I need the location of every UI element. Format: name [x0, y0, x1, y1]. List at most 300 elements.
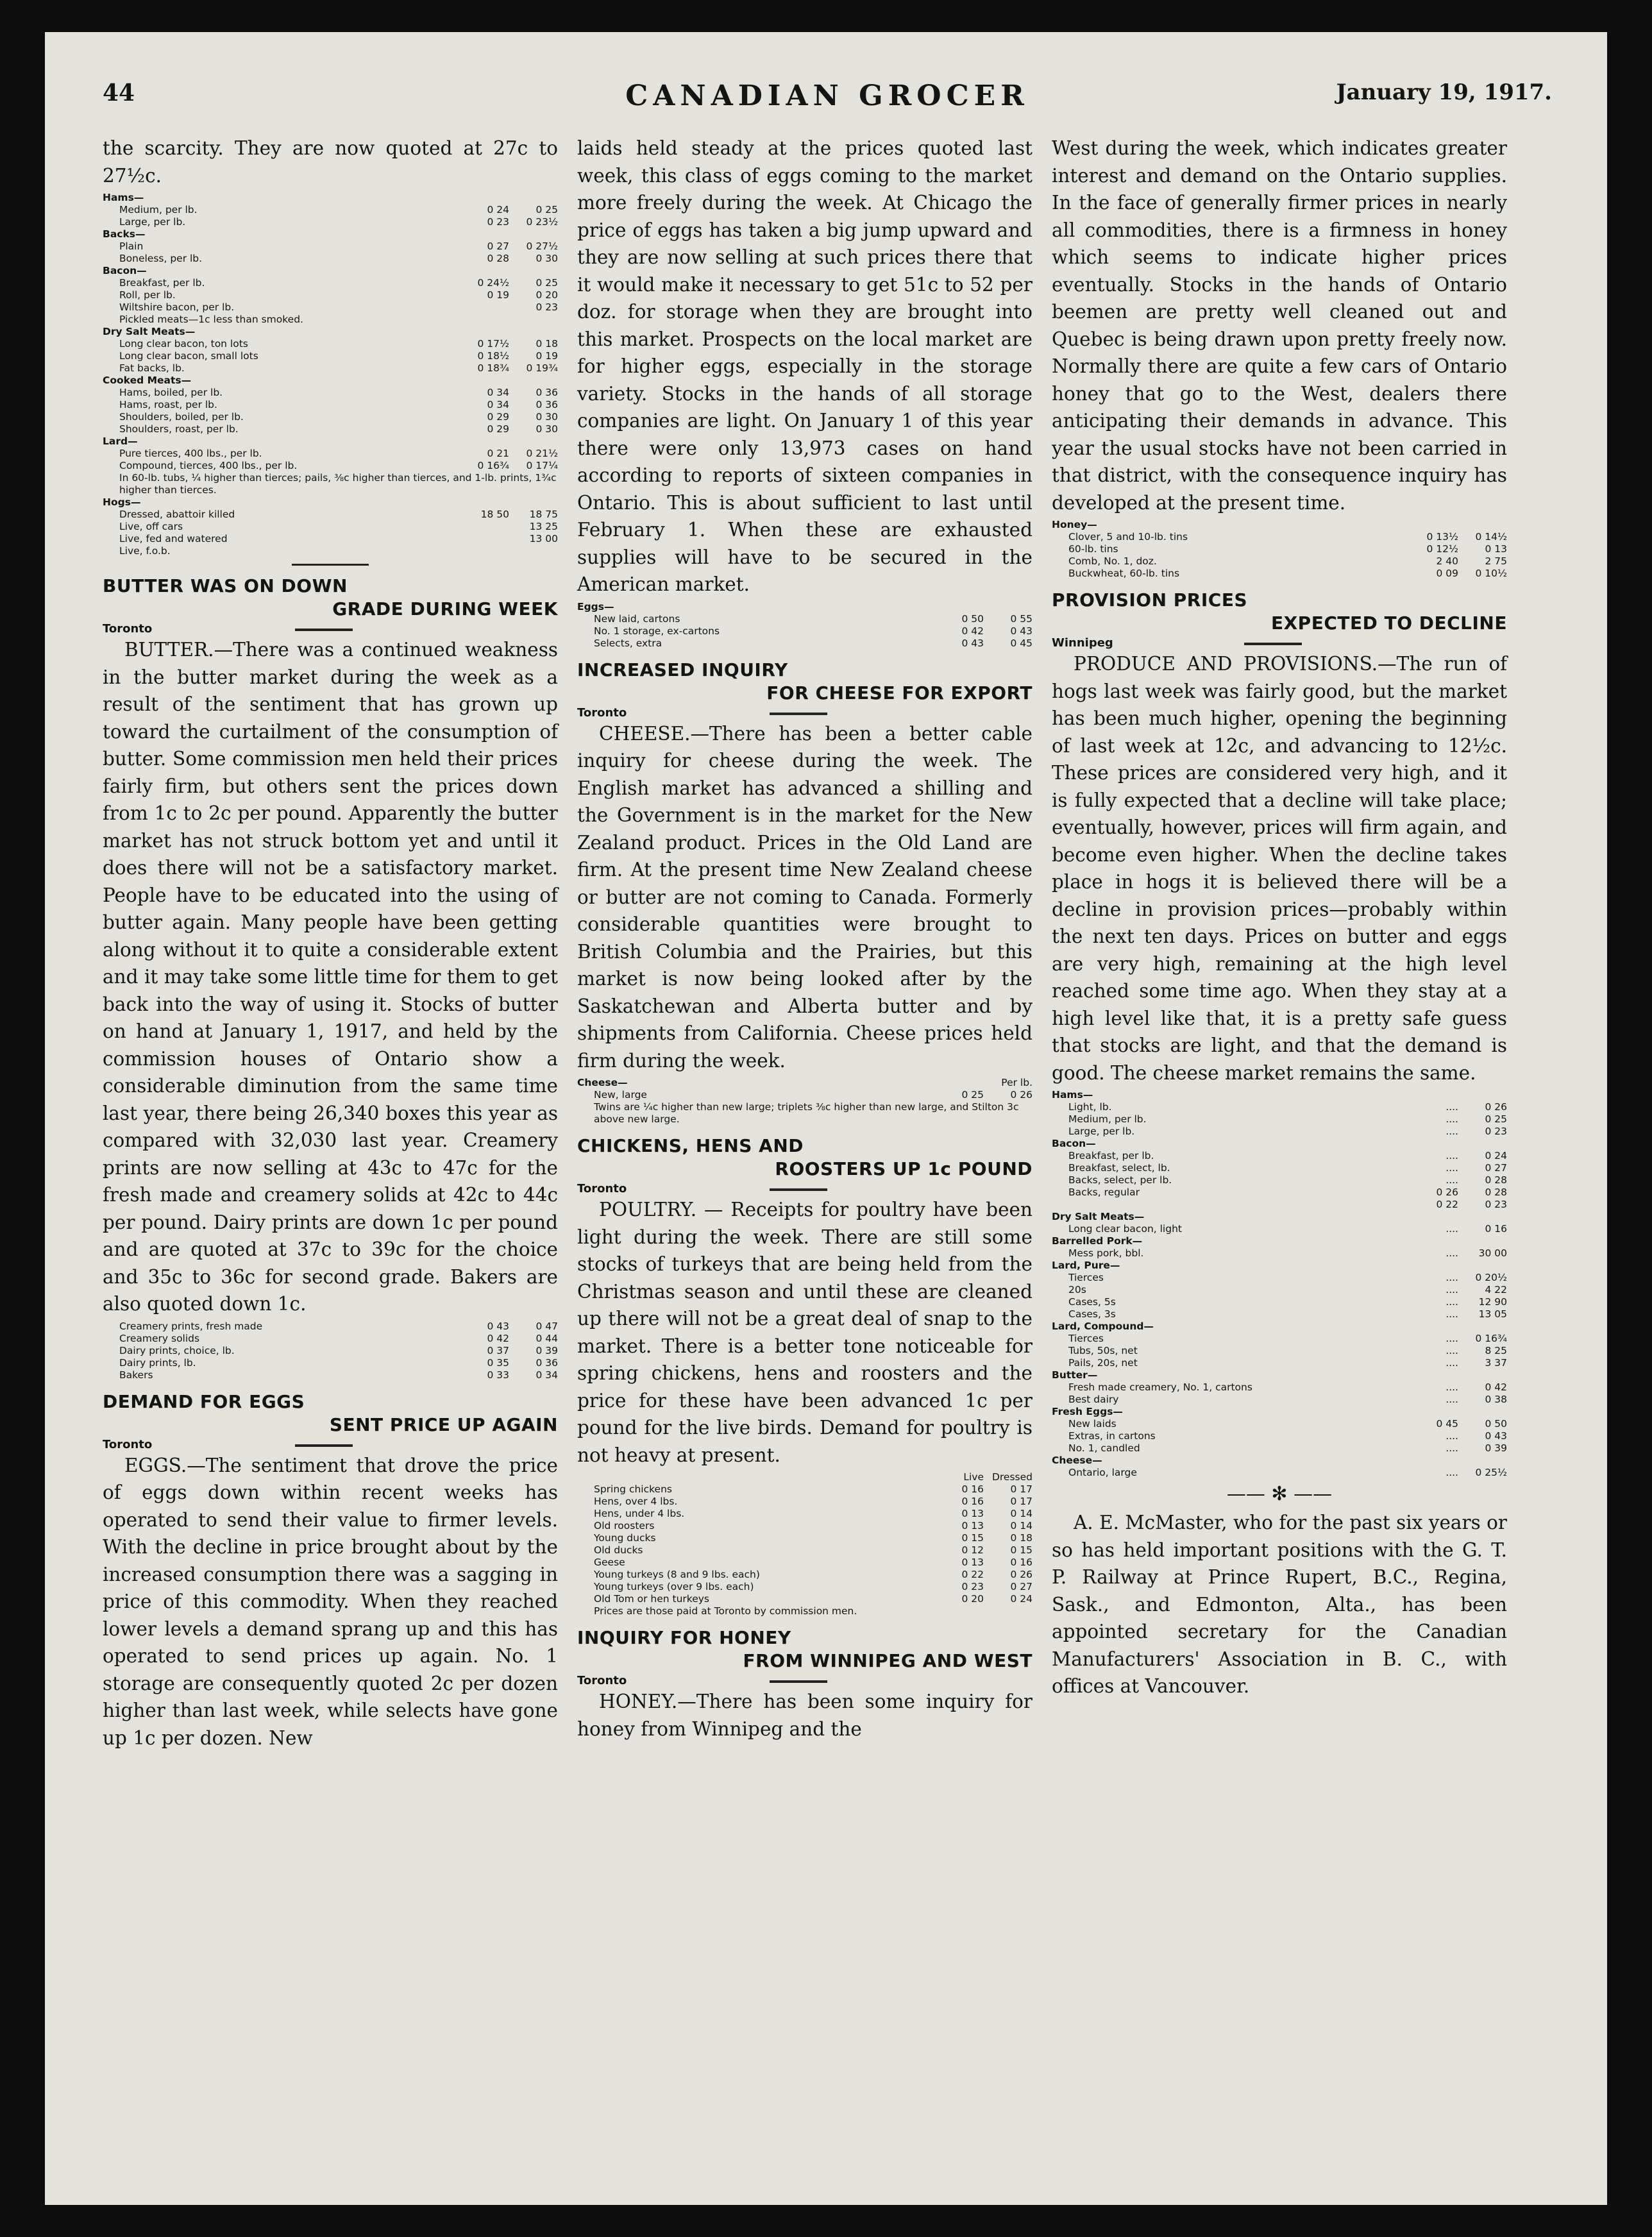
price-low: [464, 192, 509, 204]
price-row: [1052, 1101, 1507, 1113]
price-item-label: Young turkeys (8 and 9 lbs. each): [594, 1569, 760, 1580]
price-item-label: Best dairy: [1068, 1394, 1119, 1405]
price-item-label: Live, off cars: [119, 521, 183, 532]
price-item-label: Prices are those paid at Toronto by commission men.: [594, 1605, 857, 1617]
price-high: 0 39: [1485, 1442, 1507, 1454]
price-row: [577, 613, 1032, 625]
price-low: 0 12½: [1426, 543, 1458, 555]
price-row: [103, 326, 558, 338]
price-row: [577, 601, 1032, 613]
price-item-label: Old Tom or hen turkeys: [594, 1593, 709, 1605]
provision-headline: PROVISION PRICES EXPECTED TO DECLINE: [1052, 589, 1507, 634]
price-low: 0 18¾: [477, 362, 509, 374]
price-low: 0 23: [487, 216, 509, 228]
dateline-winnipeg: Winnipeg: [1052, 636, 1507, 650]
price-row: [577, 1569, 1032, 1581]
price-row: [577, 1101, 1032, 1126]
price-item-label: No. 1, candled: [1068, 1442, 1140, 1454]
price-item-label: Young ducks: [594, 1532, 656, 1544]
price-high: [1458, 519, 1507, 531]
price-row: [1052, 1089, 1507, 1101]
price-high: 0 55: [1010, 612, 1032, 625]
section-divider: [292, 564, 369, 566]
price-row: [103, 301, 558, 314]
price-high: 0 30: [535, 423, 558, 435]
price-high: 0 27: [1010, 1581, 1032, 1592]
eggs-article: EGGS.—The sentiment that drove the price of eggs down within recent weeks has operated to send their value to firmer levels. With the decline in price brought about by the increased consumption there was a sagging in price of this commodity. When they reached lower levels a demand sprang up and this has operated to send prices up again. No. 1 storage are consequently quoted 2c per dozen higher than last week, while selects have gone up 1c per dozen. New: [103, 1454, 558, 1749]
price-row: [103, 216, 558, 228]
price-low: [464, 228, 509, 241]
price-high: 30 00: [1478, 1247, 1507, 1259]
price-low: 0 43: [487, 1320, 509, 1332]
price-item-label: [1052, 1199, 1413, 1211]
price-item-label: Bacon—: [103, 265, 147, 276]
price-low: 0 26: [1436, 1186, 1458, 1198]
price-row: [1052, 531, 1507, 543]
price-item-label: Pails, 20s, net: [1068, 1357, 1138, 1369]
price-item-label: Pickled meats—1c less than smoked.: [119, 314, 303, 325]
price-row: [1052, 1369, 1507, 1381]
price-low: 0 22: [1436, 1199, 1458, 1210]
price-row: [577, 637, 1032, 650]
price-row: [103, 375, 558, 387]
price-high: 0 27: [1485, 1162, 1507, 1174]
cheese-price-table: [577, 1077, 1032, 1126]
price-item-label: Barrelled Pork—: [1052, 1235, 1143, 1247]
price-low: 0 21: [487, 448, 509, 459]
price-low: ....: [1446, 1308, 1458, 1320]
price-row: [103, 509, 558, 521]
price-high: 0 23½: [526, 216, 558, 228]
price-row: [1052, 1162, 1507, 1174]
price-high: 0 13: [1485, 543, 1507, 555]
price-item-label: Backs—: [103, 228, 146, 240]
price-row: [577, 1581, 1032, 1593]
price-high: [1458, 1235, 1507, 1247]
price-item-label: Dairy prints, choice, lb.: [119, 1344, 235, 1356]
dateline-toronto: Toronto: [577, 1674, 1032, 1688]
dateline-toronto: Toronto: [103, 1438, 558, 1452]
price-row: [1052, 1150, 1507, 1162]
price-high: 0 16¾: [1475, 1333, 1507, 1344]
price-item-label: Backs, regular: [1068, 1186, 1140, 1198]
price-high: [509, 496, 558, 509]
price-high: 0 20: [535, 289, 558, 301]
price-high: [1458, 1260, 1507, 1272]
price-high: 0 25: [1485, 1113, 1507, 1125]
price-row: [103, 1333, 558, 1345]
price-row: [1052, 1455, 1507, 1467]
eggs-headline: DEMAND FOR EGGS SENT PRICE UP AGAIN: [103, 1390, 558, 1435]
price-low: 0 28: [487, 253, 509, 264]
price-item-label: New, large: [594, 1089, 647, 1101]
price-high: 13 05: [1478, 1308, 1507, 1320]
price-row: [1052, 1357, 1507, 1369]
price-row: [1052, 519, 1507, 531]
price-low: 0 33: [487, 1369, 509, 1381]
price-low: 0 42: [961, 625, 984, 637]
price-low: 0 25: [961, 1089, 984, 1101]
price-high: 0 47: [535, 1320, 558, 1332]
price-item-label: Eggs—: [577, 600, 614, 612]
price-low: 0 16: [961, 1496, 984, 1507]
price-row: [103, 533, 558, 545]
price-low: 0 50: [961, 612, 984, 625]
price-row: [577, 1483, 1032, 1496]
price-low: 0 16: [961, 1483, 984, 1495]
price-high: 0 18: [535, 338, 558, 350]
price-item-label: Large, per lb.: [1068, 1126, 1135, 1137]
newspaper-page: [45, 32, 1607, 2205]
dateline-toronto: Toronto: [103, 622, 558, 636]
price-item-label: Breakfast, select, lb.: [1068, 1162, 1170, 1174]
price-high: 12 90: [1478, 1296, 1507, 1308]
price-high: 0 19¾: [526, 362, 558, 374]
price-high: 0 43: [1010, 625, 1032, 637]
price-high: 0 19: [535, 350, 558, 362]
price-item-label: Dry Salt Meats—: [103, 326, 196, 337]
poultry-article: POULTRY. — Receipts for poultry have been light during the week. There are still some stocks of turkeys that are being held from the Christmas season and until these are cleaned up there will not be a great deal of snap to the market. There is a better tone noticeable for spring chickens, hens and roosters and the price for these have been advanced 1c per pound for the live birds. Demand for poultry is not heavy at present.: [577, 1199, 1032, 1466]
price-item-label: Compound, tierces, 400 lbs., per lb.: [119, 460, 298, 471]
price-row: [103, 253, 558, 265]
price-low: 0 18½: [477, 350, 509, 362]
price-row: [103, 399, 558, 411]
price-item-label: Hams, roast, per lb.: [119, 399, 217, 410]
price-high: [1458, 1406, 1507, 1418]
price-row: [103, 1345, 558, 1357]
price-low: [939, 601, 984, 613]
price-high: 0 21½: [526, 448, 558, 459]
price-row: [1052, 1211, 1507, 1223]
price-high: [1458, 1321, 1507, 1333]
price-item-label: Live, fed and watered: [119, 533, 228, 544]
price-low: 0 34: [487, 387, 509, 398]
price-low: [464, 326, 509, 338]
price-high: 2 75: [1485, 555, 1507, 567]
price-item-label: Medium, per lb.: [119, 204, 198, 215]
price-item-label: Tubs, 50s, net: [1068, 1345, 1138, 1356]
price-high: [1458, 1089, 1507, 1101]
price-row: [1052, 1186, 1507, 1199]
price-item-label: Long clear bacon, ton lots: [119, 338, 248, 350]
price-high: [509, 435, 558, 448]
price-high: 0 36: [535, 1356, 558, 1369]
price-row: [577, 1557, 1032, 1569]
price-high: [509, 545, 558, 557]
price-low: 0 09: [1436, 568, 1458, 579]
price-high: 0 20½: [1475, 1272, 1507, 1283]
price-row: [1052, 1138, 1507, 1150]
price-item-label: Dressed, abattoir killed: [119, 509, 235, 520]
price-row: [1052, 1467, 1507, 1479]
price-low: 0 16¾: [477, 460, 509, 471]
price-low: Live: [963, 1471, 984, 1483]
price-row: [1052, 1381, 1507, 1394]
price-low: ....: [1446, 1162, 1458, 1174]
price-high: 0 14½: [1475, 531, 1507, 543]
price-item-label: Dry Salt Meats—: [1052, 1211, 1145, 1222]
price-row: [103, 448, 558, 460]
price-item-label: Long clear bacon, light: [1068, 1223, 1182, 1235]
intro-paragraph: the scarcity. They are now quoted at 27c to 27½c.: [103, 137, 558, 187]
price-item-label: Breakfast, per lb.: [119, 277, 205, 289]
price-row: [1052, 1333, 1507, 1345]
price-row: [103, 314, 558, 326]
price-item-label: 60-lb. tins: [1068, 543, 1118, 555]
price-low: 0 17½: [477, 338, 509, 350]
price-low: ....: [1446, 1101, 1458, 1113]
price-high: 0 26: [1485, 1101, 1507, 1113]
price-high: 0 36: [535, 399, 558, 410]
price-high: 0 27½: [526, 241, 558, 252]
price-item-label: Ontario, large: [1068, 1467, 1137, 1478]
price-high: 0 38: [1485, 1394, 1507, 1405]
price-high: 0 30: [535, 411, 558, 423]
price-row: [1052, 1394, 1507, 1406]
price-item-label: Selects, extra: [594, 637, 662, 649]
price-low: 0 12: [961, 1544, 984, 1556]
price-item-label: Young turkeys (over 9 lbs. each): [594, 1581, 754, 1592]
price-item-label: Roll, per lb.: [119, 289, 176, 301]
price-item-label: Twins are ¼c higher than new large; triplets ⅜c higher than new large, and Stilton 3c above new large.: [594, 1101, 1019, 1125]
price-row: [103, 472, 558, 496]
price-high: [509, 326, 558, 338]
price-item-label: Cheese—: [577, 1077, 628, 1088]
price-item-label: Butter—: [1052, 1369, 1098, 1381]
price-item-label: In 60-lb. tubs, ¼ higher than tierces; pails, ⅜c higher than tierces, and 1-lb. prints, 1¾c higher than tierces.: [119, 472, 557, 496]
price-low: 0 24: [487, 204, 509, 215]
butter-article: BUTTER.—There was a continued weakness in the butter market during the week as a result of the sentiment that has grown up toward the curtailment of the consumption of butter. Some commission men held their prices fairly firm, but others sent the prices down from 1c to 2c per pound. Apparently the butter market has not struck bottom yet and until it does there will not be a satisfactory market. People have to be educated into the using of butter again. Many people have been getting along without it to quite a considerable extent and it may take some little time for them to get back into the way of using it. Stocks of butter on hand at January 1, 1917, and held by the commission houses of Ontario show a considerable diminution from the same time last year, there being 26,340 boxes this year as compared with 32,030 last year. Creamery prints are now selling at 43c to 47c for the fresh made and creamery solids at 42c to 44c per pound. Dairy prints are down 1c per pound and are quoted at 37c to 39c for the choice and 35c to 36c for second grade. Bakers are also quoted down 1c.: [103, 639, 558, 1315]
price-item-label: Pure tierces, 400 lbs., per lb.: [119, 448, 262, 459]
price-high: 0 17¼: [526, 460, 558, 471]
issue-date: January 19, 1917.: [1336, 80, 1552, 105]
provisions-price-table: [103, 192, 558, 557]
price-row: [1052, 1321, 1507, 1333]
price-row: [103, 521, 558, 533]
price-row: [577, 1089, 1032, 1101]
price-row: [1052, 1284, 1507, 1296]
price-row: [1052, 1345, 1507, 1357]
price-row: [103, 435, 558, 448]
price-low: [464, 301, 509, 314]
price-item-label: [577, 1471, 939, 1483]
price-high: 0 10½: [1475, 568, 1507, 579]
price-item-label: Old ducks: [594, 1544, 643, 1556]
column-2: [577, 135, 1032, 1743]
price-high: 0 36: [535, 387, 558, 398]
price-high: 4 22: [1485, 1284, 1507, 1296]
price-row: [1052, 1199, 1507, 1211]
price-low: [1413, 1138, 1458, 1150]
price-item-label: Mess pork, bbl.: [1068, 1247, 1144, 1259]
price-high: 0 24: [1485, 1150, 1507, 1161]
price-item-label: 20s: [1068, 1284, 1086, 1296]
price-high: 18 75: [529, 509, 558, 520]
price-item-label: Hams—: [1052, 1089, 1093, 1101]
price-high: Per lb.: [1001, 1077, 1032, 1088]
price-high: 0 14: [1010, 1520, 1032, 1532]
price-item-label: Hams—: [103, 192, 144, 203]
price-item-label: Tierces: [1068, 1333, 1104, 1344]
price-low: 0 29: [487, 411, 509, 423]
price-item-label: Bacon—: [1052, 1138, 1096, 1149]
price-row: [103, 277, 558, 289]
price-item-label: Long clear bacon, small lots: [119, 350, 258, 362]
price-low: 0 43: [961, 637, 984, 649]
price-low: [1413, 1211, 1458, 1223]
price-low: 0 24½: [477, 277, 509, 289]
price-high: 0 26: [1010, 1089, 1032, 1101]
price-item-label: Creamery prints, fresh made: [119, 1320, 263, 1332]
price-low: 0 13: [961, 1508, 984, 1519]
price-item-label: Dairy prints, lb.: [119, 1356, 196, 1369]
price-low: ....: [1446, 1284, 1458, 1296]
price-low: ....: [1446, 1381, 1458, 1393]
price-row: [1052, 1174, 1507, 1186]
price-low: [1413, 1406, 1458, 1418]
price-row: [103, 204, 558, 216]
price-low: [1413, 1260, 1458, 1272]
price-row: [577, 1496, 1032, 1508]
price-low: ....: [1446, 1223, 1458, 1235]
price-high: [1458, 1455, 1507, 1467]
price-low: 0 13: [961, 1557, 984, 1568]
price-item-label: Geese: [594, 1557, 625, 1568]
price-item-label: Old roosters: [594, 1520, 655, 1532]
price-low: [464, 435, 509, 448]
price-high: 0 44: [535, 1332, 558, 1344]
price-low: ....: [1446, 1174, 1458, 1186]
price-low: [464, 375, 509, 387]
price-high: 3 37: [1485, 1357, 1507, 1369]
price-high: [1458, 1138, 1507, 1150]
price-high: 13 00: [529, 533, 558, 544]
price-row: [103, 350, 558, 362]
price-low: 0 19: [487, 289, 509, 301]
price-item-label: Shoulders, roast, per lb.: [119, 423, 239, 435]
magazine-title: CANADIAN GROCER: [625, 80, 1029, 112]
price-row: [103, 545, 558, 557]
butter-price-table: [103, 1321, 558, 1381]
price-low: ....: [1446, 1272, 1458, 1283]
price-low: 18 50: [480, 509, 509, 520]
price-item-label: Fat backs, lb.: [119, 362, 185, 374]
price-high: 0 16: [1485, 1223, 1507, 1235]
price-row: [103, 192, 558, 204]
price-row: [1052, 1418, 1507, 1430]
price-high: 0 34: [535, 1369, 558, 1381]
price-item-label: Comb, No. 1, doz.: [1068, 555, 1157, 567]
price-row: [1052, 1430, 1507, 1442]
price-low: ....: [1446, 1333, 1458, 1344]
price-row: [103, 1321, 558, 1333]
price-item-label: Lard—: [103, 435, 138, 447]
price-row: [577, 1520, 1032, 1532]
price-low: [464, 496, 509, 509]
price-high: 0 30: [535, 253, 558, 264]
price-high: [509, 375, 558, 387]
provision-article: PRODUCE AND PROVISIONS.—The run of hogs last week was fairly good, but the market has been much higher, opening the beginning of last week at 12c, and advancing to 12½c. These prices are considered very high, and it is fully expected that a decline will take place; eventually, however, prices will firm again, and become even higher. When the decline takes place in hogs it is believed there will be a decline in provision prices—probably within the next ten days. Prices on butter and eggs are very high, remaining at the high level reached some time ago. When they stay at a high level like that, it is a pretty safe guess that stocks are light, and that the demand is good. The cheese market remains the same.: [1052, 653, 1507, 1084]
price-row: [103, 423, 558, 435]
price-item-label: Buckwheat, 60-lb. tins: [1068, 568, 1180, 579]
price-high: 0 25½: [1475, 1467, 1507, 1478]
price-low: [1413, 519, 1458, 531]
price-low: 0 22: [961, 1569, 984, 1580]
price-row: [1052, 568, 1507, 580]
price-high: [984, 601, 1032, 613]
price-row: [103, 496, 558, 509]
price-high: 0 39: [535, 1344, 558, 1356]
poultry-price-table: [577, 1471, 1032, 1617]
honey-article: HONEY.—There has been some inquiry for honey from Winnipeg and the: [577, 1691, 1032, 1740]
price-item-label: Lard, Pure—: [1052, 1260, 1120, 1271]
price-high: Dressed: [991, 1471, 1032, 1483]
price-low: [1413, 1321, 1458, 1333]
price-item-label: Lard, Compound—: [1052, 1321, 1154, 1332]
honey-article-continued: West during the week, which indicates greater interest and demand on the Ontario supplies. In the face of generally firmer prices in nearly all commodities, there is a firmness in honey which seems to indicate higher prices eventually. Stocks in the hands of Ontario beemen are pretty well cleaned out and Quebec is being drawn upon pretty freely now. Normally there are quite a few cars of Ontario honey that go to the West, dealers there anticipating their demands in advance. This year the usual stocks have not been carried in that district, with the consequence inquiry has developed at the present time.: [1052, 137, 1507, 514]
price-low: 0 29: [487, 423, 509, 435]
price-high: 0 15: [1010, 1544, 1032, 1556]
price-item-label: Extras, in cartons: [1068, 1430, 1156, 1442]
honey-price-table: [1052, 519, 1507, 580]
price-low: 2 40: [1436, 555, 1458, 567]
price-low: ....: [1446, 1126, 1458, 1137]
price-row: [103, 1357, 558, 1369]
price-item-label: Fresh Eggs—: [1052, 1406, 1123, 1417]
price-row: [577, 1544, 1032, 1557]
price-item-label: Backs, select, per lb.: [1068, 1174, 1172, 1186]
price-high: [509, 192, 558, 204]
price-low: ....: [1446, 1296, 1458, 1308]
column-1: [103, 135, 558, 1752]
price-low: ....: [1446, 1467, 1458, 1478]
price-item-label: Hens, over 4 lbs.: [594, 1496, 678, 1507]
price-low: [1413, 1455, 1458, 1467]
price-row: [103, 387, 558, 399]
price-row: [577, 1077, 1032, 1089]
price-low: 0 34: [487, 399, 509, 410]
price-low: [464, 533, 509, 545]
price-low: [1413, 1089, 1458, 1101]
price-low: 0 13: [961, 1520, 984, 1532]
price-low: 0 37: [487, 1344, 509, 1356]
price-row: [577, 1471, 1032, 1483]
price-high: 0 45: [1010, 637, 1032, 649]
price-high: 13 25: [529, 521, 558, 532]
price-high: 0 25: [535, 277, 558, 289]
price-item-label: Bakers: [119, 1369, 153, 1381]
cheese-article: CHEESE.—There has been a better cable inquiry for cheese during the week. The English market has advanced a shilling and the Government is in the market for the New Zealand product. Prices in the Old Land are firm. At the present time New Zealand cheese or butter are not coming to Canada. Formerly considerable quantities were brought to British Columbia and the Prairies, but this market is now being looked after by the Saskatchewan and Alberta butter and by shipments from California. Cheese prices held firm during the week.: [577, 722, 1032, 1072]
price-row: [103, 265, 558, 277]
price-row: [577, 1605, 1032, 1617]
price-high: [1458, 1211, 1507, 1223]
price-item-label: Boneless, per lb.: [119, 253, 203, 264]
price-item-label: Hogs—: [103, 496, 141, 508]
winnipeg-price-table: [1052, 1089, 1507, 1479]
price-low: ....: [1446, 1357, 1458, 1369]
price-item-label: Cheese—: [1052, 1455, 1102, 1466]
price-row: [103, 1369, 558, 1381]
price-high: 8 25: [1485, 1345, 1507, 1356]
price-item-label: New laid, cartons: [594, 612, 680, 625]
price-low: [1413, 1369, 1458, 1381]
price-row: [103, 289, 558, 301]
dateline-toronto: Toronto: [577, 1182, 1032, 1196]
price-low: [939, 1077, 984, 1089]
price-item-label: Fresh made creamery, No. 1, cartons: [1068, 1381, 1252, 1393]
price-high: [1458, 1369, 1507, 1381]
poultry-headline: CHICKENS, HENS AND ROOSTERS UP 1c POUND: [577, 1135, 1032, 1179]
